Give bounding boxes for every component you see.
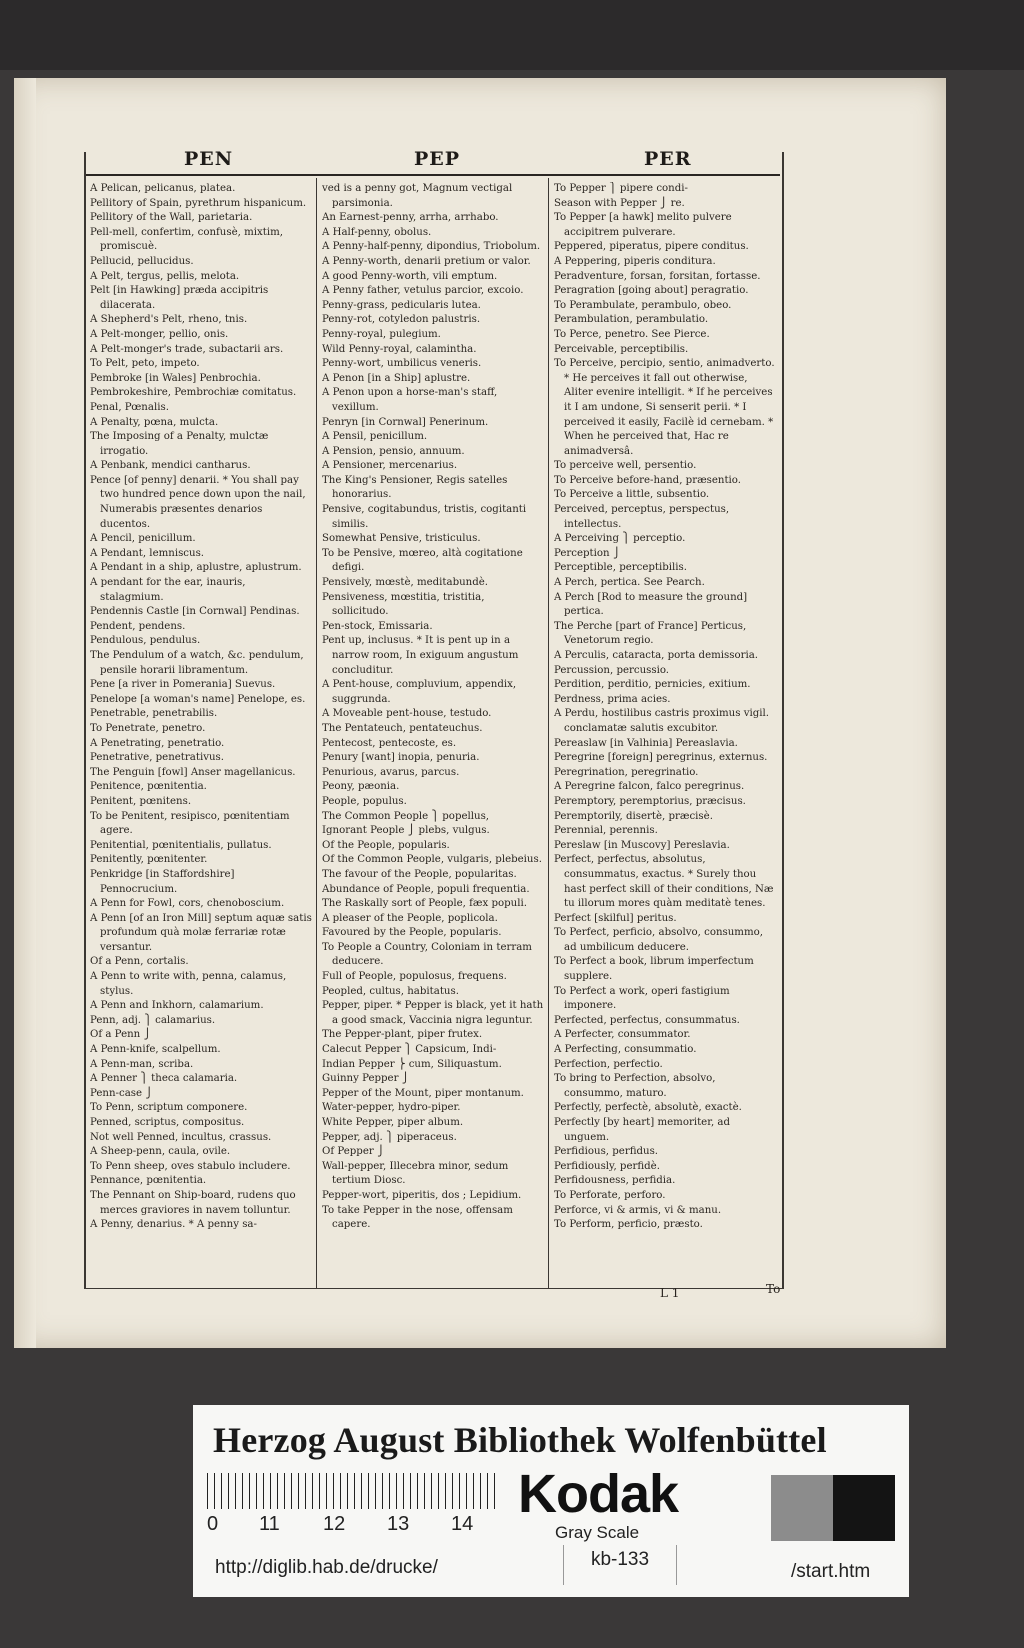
- book-page: [14, 78, 946, 1348]
- dictionary-entry: A Peppering, piperis conditura.: [554, 255, 716, 267]
- dictionary-entry: Peremptorily, disertè, præcisè.: [554, 810, 713, 822]
- dictionary-entry: A Penny-half-penny, dipondius, Triobolum.: [322, 241, 541, 253]
- dictionary-entry: Penetrative, penetrativus.: [90, 752, 224, 764]
- dictionary-entry: Pellucid, pellucidus.: [90, 255, 194, 267]
- dictionary-entry: To Penn, scriptum componere.: [90, 1102, 248, 1114]
- dictionary-entry: Perceivable, perceptibilis.: [554, 343, 689, 355]
- dictionary-entry: The Imposing of a Penalty, mulctæ irrogatio.: [90, 431, 269, 457]
- dictionary-entry: A Shepherd's Pelt, rheno, tnis.: [90, 314, 248, 326]
- dictionary-entry: Pell-mell, confertim, confusè, mixtim, promiscuè.: [90, 226, 284, 253]
- dictionary-entry: Season with Pepper ⎭ re.: [554, 197, 685, 209]
- dictionary-entry: To Pepper [a hawk] melito pulvere accipitrem pulverare.: [554, 212, 732, 238]
- dictionary-entry: To Perceive, percipio, sentio, animadverto. * He perceives it fall out otherwise, Aliter evenire intelligit. * If he perceives it I am undone, Si senserit perii. * I perceived it easily, Facilè id cernebam. * When he perceived that, Hac re animadversâ.: [554, 358, 775, 457]
- dictionary-entry: Pembrokeshire, Pembrochiæ comitatus.: [90, 387, 297, 399]
- ruler-number: 11: [259, 1513, 280, 1535]
- dictionary-entry: A pendant for the ear, inauris, stalagmium.: [90, 577, 246, 603]
- column-middle: [322, 182, 544, 1282]
- header-left: PEN: [184, 148, 234, 170]
- dictionary-entry: Pent up, inclusus. * It is pent up in a narrow room, In exiguum angustum concluditur.: [322, 635, 519, 676]
- dictionary-entry: Pensively, mœstè, meditabundè.: [322, 577, 489, 589]
- catchword: To: [766, 1282, 781, 1296]
- dictionary-entry: Penitential, pœnitentialis, pullatus.: [90, 839, 272, 851]
- dictionary-entry: To Penetrate, penetro.: [90, 722, 206, 734]
- dictionary-entry: Somewhat Pensive, tristiculus.: [322, 533, 481, 545]
- dictionary-entry: To Perceive a little, subsentio.: [554, 489, 710, 501]
- dictionary-entry: Penury [want] inopia, penuria.: [322, 752, 480, 764]
- dictionary-entry: Peony, pæonia.: [322, 781, 400, 793]
- dictionary-entry: Pepper, adj. ⎫ piperaceus.: [322, 1131, 457, 1143]
- dictionary-entry: To Perforate, perforo.: [554, 1189, 666, 1201]
- dictionary-entry: The Perche [part of France] Perticus, Venetorum regio.: [554, 620, 747, 647]
- dictionary-entry: Penitently, pœnitenter.: [90, 854, 208, 866]
- dictionary-entry: A Pelt, tergus, pellis, melota.: [90, 270, 240, 282]
- dictionary-entry: Pellitory of the Wall, parietaria.: [90, 212, 253, 224]
- dictionary-entry: To Perfect a work, operi fastigium imponere.: [554, 985, 730, 1012]
- dictionary-entry: Penitence, pœnitentia.: [90, 781, 207, 793]
- dictionary-entry: Pelt [in Hawking] præda accipitris dilacerata.: [90, 285, 269, 311]
- dictionary-entry: A Peregrine falcon, falco peregrinus.: [554, 781, 745, 793]
- dictionary-entry: A Pelt-monger, pellio, onis.: [90, 328, 229, 340]
- dictionary-entry: Abundance of People, populi frequentia.: [322, 883, 530, 895]
- dictionary-entry: Pepper-wort, piperitis, dos ; Lepidium.: [322, 1189, 522, 1201]
- card-code: kb-133: [563, 1545, 677, 1585]
- dictionary-entry: A Pendant in a ship, aplustre, aplustrum.: [90, 562, 302, 574]
- dictionary-entry: Pentecost, pentecoste, es.: [322, 737, 457, 749]
- dictionary-entry: Pennance, pœnitentia.: [90, 1175, 207, 1187]
- dictionary-entry: Perdition, perditio, pernicies, exitium.: [554, 679, 751, 691]
- dictionary-entry: Perfectly [by heart] memoriter, ad unguem.: [554, 1117, 731, 1143]
- dictionary-entry: Peregrination, peregrinatio.: [554, 766, 699, 778]
- dictionary-entry: Of the People, popularis.: [322, 839, 450, 851]
- ruler-number: 14: [451, 1513, 474, 1535]
- dictionary-entry: Pensive, cogitabundus, tristis, cogitanti similis.: [322, 504, 527, 530]
- dictionary-entry: A Penn for Fowl, cors, chenoboscium.: [90, 898, 285, 910]
- dictionary-entry: A Penn [of an Iron Mill] septum aquæ satis profundum quà molæ ferrariæ rotæ versantur.: [90, 912, 312, 953]
- dictionary-entry: Perfection, perfectio.: [554, 1058, 663, 1070]
- dictionary-entry: Peremptory, peremptorius, præcisus.: [554, 795, 746, 807]
- dictionary-entry: Penny-rot, cotyledon palustris.: [322, 314, 481, 326]
- dictionary-entry: Penny-royal, pulegium.: [322, 328, 441, 340]
- dictionary-entry: Penkridge [in Staffordshire] Pennocrucium.: [90, 868, 235, 895]
- dictionary-entry: Pereslaw [in Muscovy] Pereslavia.: [554, 839, 730, 851]
- dictionary-entry: A Perch, pertica. See Pearch.: [554, 577, 705, 589]
- dictionary-entry: Pellitory of Spain, pyrethrum hispanicum.: [90, 197, 307, 209]
- dictionary-entry: Full of People, populosus, frequens.: [322, 971, 507, 983]
- dictionary-entry: A Penn-knife, scalpellum.: [90, 1044, 221, 1056]
- scale-ruler: [207, 1473, 497, 1509]
- dictionary-entry: Penal, Pœnalis.: [90, 401, 169, 413]
- dictionary-entry: The King's Pensioner, Regis satelles honorarius.: [322, 474, 508, 501]
- dictionary-entry: Indian Pepper ⎬ cum, Siliquastum.: [322, 1058, 502, 1070]
- kodak-logo: Kodak: [518, 1464, 679, 1524]
- dictionary-entry: A Penon upon a horse-man's staff, vexillum.: [322, 387, 498, 413]
- dictionary-entry: Of the Common People, vulgaris, plebeius.: [322, 854, 542, 866]
- dictionary-entry: Wall-pepper, Illecebra minor, sedum tertium Diosc.: [322, 1160, 509, 1187]
- dictionary-entry: Perfidousness, perfidia.: [554, 1175, 676, 1187]
- library-color-card: [193, 1405, 909, 1597]
- dictionary-entry: Perfected, perfectus, consummatus.: [554, 1014, 740, 1026]
- dictionary-entry: Penitent, pœnitens.: [90, 795, 192, 807]
- dictionary-entry: To be Pensive, mœreo, altà cogitatione defigi.: [322, 547, 523, 574]
- dictionary-entry: A Penn and Inkhorn, calamarium.: [90, 1000, 264, 1012]
- dictionary-entry: A pleaser of the People, poplicola.: [322, 912, 498, 924]
- header-right: PER: [644, 148, 692, 170]
- dictionary-entry: Pepper, piper. * Pepper is black, yet it hath a good smack, Vaccinia nigra leguntur.: [322, 1000, 544, 1026]
- dictionary-entry: A Pensil, penicillum.: [322, 431, 428, 443]
- dictionary-entry: To Perfect, perficio, absolvo, consummo, ad umbilicum deducere.: [554, 927, 763, 953]
- dictionary-entry: To People a Country, Coloniam in terram deducere.: [322, 941, 532, 968]
- dictionary-entry: The Common People ⎫ popellus,: [322, 810, 490, 822]
- dictionary-entry: Penelope [a woman's name] Penelope, es.: [90, 693, 306, 705]
- column-left: [90, 182, 312, 1282]
- dictionary-entry: To Pelt, peto, impeto.: [90, 358, 200, 370]
- dictionary-entry: Peragration [going about] peragratio.: [554, 285, 749, 297]
- dictionary-entry: Peopled, cultus, habitatus.: [322, 985, 459, 997]
- scan-background: [0, 0, 1024, 70]
- dictionary-entry: Pendennis Castle [in Cornwal] Pendinas.: [90, 606, 300, 618]
- dictionary-entry: A Penny-worth, denarii pretium or valor.: [322, 255, 531, 267]
- dictionary-entry: A Pendant, lemniscus.: [90, 547, 205, 559]
- dictionary-entry: Perdness, prima acies.: [554, 693, 671, 705]
- dictionary-entry: A Moveable pent-house, testudo.: [322, 708, 492, 720]
- dictionary-entry: A Perdu, hostilibus castris proximus vigil. conclamatæ salutis excubitor.: [554, 708, 769, 734]
- dictionary-entry: Perfidious, perfidus.: [554, 1146, 659, 1158]
- dictionary-entry: Perfect [skilful] peritus.: [554, 912, 677, 924]
- dictionary-entry: Calecut Pepper ⎫ Capsicum, Indi-: [322, 1044, 497, 1056]
- dictionary-entry: Perfect, perfectus, absolutus, consummatus, exactus. * Surely thou hast perfect skill of their conditions, Næ tu illorum mores quàm meditatè tenes.: [554, 854, 774, 910]
- ruler-number: 13: [387, 1513, 410, 1535]
- dictionary-entry: The Pendulum of a watch, &c. pendulum, pensile horarii libramentum.: [90, 650, 304, 676]
- dictionary-entry: Penryn [in Cornwal] Penerinum.: [322, 416, 489, 428]
- dictionary-entry: To bring to Perfection, absolvo, consummo, maturo.: [554, 1073, 716, 1099]
- dictionary-entry: A Half-penny, obolus.: [322, 226, 432, 238]
- dictionary-entry: To take Pepper in the nose, offensam capere.: [322, 1204, 513, 1231]
- dictionary-entry: The Penguin [fowl] Anser magellanicus.: [90, 766, 296, 778]
- dictionary-entry: Peppered, piperatus, pipere conditus.: [554, 241, 749, 253]
- dictionary-entry: A good Penny-worth, vili emptum.: [322, 270, 498, 282]
- dictionary-entry: Penurious, avarus, parcus.: [322, 766, 460, 778]
- dictionary-entry: A Pelican, pelicanus, platea.: [90, 183, 236, 194]
- dictionary-entry: Pence [of penny] denarii. * You shall pay two hundred pence down upon the nail, Numerabis præsentes denarios ducentos.: [90, 474, 306, 530]
- dictionary-entry: A Pelt-monger's trade, subactarii ars.: [90, 343, 284, 355]
- dictionary-entry: Pembroke [in Wales] Penbrochia.: [90, 372, 261, 384]
- dictionary-entry: Percussion, percussio.: [554, 664, 670, 676]
- dictionary-entry: Perennial, perennis.: [554, 825, 658, 837]
- dictionary-entry: To Perce, penetro. See Pierce.: [554, 328, 710, 340]
- dictionary-entry: To Perfect a book, librum imperfectum supplere.: [554, 956, 754, 983]
- dictionary-entry: Penetrable, penetrabilis.: [90, 708, 218, 720]
- dictionary-entry: To Perambulate, perambulo, obeo.: [554, 299, 732, 311]
- dictionary-entry: To perceive well, persentio.: [554, 460, 697, 472]
- dictionary-entry: A Penny, denarius. * A penny sa-: [90, 1219, 257, 1231]
- dictionary-entry: Penn, adj. ⎫ calamarius.: [90, 1014, 216, 1026]
- dictionary-entry: A Penalty, pœna, mulcta.: [90, 416, 219, 428]
- column-right: [554, 182, 776, 1282]
- dictionary-entry: Penny-grass, pedicularis lutea.: [322, 299, 481, 311]
- dictionary-entry: Wild Penny-royal, calamintha.: [322, 343, 477, 355]
- dictionary-entry: A Perfecting, consummatio.: [554, 1044, 697, 1056]
- dictionary-entry: The favour of the People, popularitas.: [322, 868, 517, 880]
- dictionary-entry: Of a Penn ⎭: [90, 1029, 152, 1041]
- dictionary-entry: A Penetrating, penetratio.: [90, 737, 225, 749]
- dictionary-entry: A Penn to write with, penna, calamus, stylus.: [90, 971, 287, 997]
- card-url: http://diglib.hab.de/drucke/: [215, 1557, 438, 1578]
- dictionary-entry: Penned, scriptus, compositus.: [90, 1117, 245, 1128]
- card-title: Herzog August Bibliothek Wolfenbüttel: [213, 1420, 827, 1460]
- dictionary-entry: Favoured by the People, popularis.: [322, 927, 502, 939]
- ruler-number: 0: [207, 1513, 219, 1535]
- dictionary-entry: Perfectly, perfectè, absolutè, exactè.: [554, 1102, 742, 1114]
- dictionary-entry: To Perceive before-hand, præsentio.: [554, 474, 742, 486]
- dictionary-entry: Pen-stock, Emissaria.: [322, 620, 433, 632]
- dictionary-entry: Pendulous, pendulus.: [90, 635, 201, 647]
- dictionary-entry: Pereaslaw [in Valhinia] Pereaslavia.: [554, 737, 738, 749]
- dictionary-entry: The Pennant on Ship-board, rudens quo merces graviores in navem tolluntur.: [90, 1189, 296, 1216]
- card-suffix: /start.htm: [791, 1561, 871, 1582]
- dictionary-entry: Penny-wort, umbilicus veneris.: [322, 358, 482, 370]
- dictionary-entry: Water-pepper, hydro-piper.: [322, 1102, 461, 1114]
- dictionary-entry: To Pepper ⎫ pipere condi-: [554, 183, 688, 194]
- dictionary-entry: A Penny father, vetulus parcior, excoio.: [322, 285, 524, 297]
- dictionary-entry: People, populus.: [322, 795, 407, 807]
- dictionary-entry: Perambulation, perambulatio.: [554, 314, 709, 326]
- dictionary-entry: A Pensioner, mercenarius.: [322, 460, 458, 472]
- dictionary-entry: A Penner ⎫ theca calamaria.: [90, 1073, 238, 1085]
- dictionary-entry: Penn-case ⎭: [90, 1087, 153, 1099]
- dictionary-entry: A Pent-house, compluvium, appendix, suggrunda.: [322, 679, 517, 705]
- dictionary-entry: To Perform, perficio, præsto.: [554, 1219, 703, 1231]
- dictionary-entry: Pepper of the Mount, piper montanum.: [322, 1087, 524, 1099]
- column-divider: [548, 178, 549, 1288]
- dictionary-entry: Perforce, vi & armis, vi & manu.: [554, 1204, 722, 1216]
- dictionary-entry: Guinny Pepper ⎭: [322, 1073, 410, 1085]
- dictionary-entry: Not well Penned, incultus, crassus.: [90, 1131, 272, 1143]
- dictionary-entry: A Perch [Rod to measure the ground] pertica.: [554, 591, 748, 618]
- dictionary-entry: The Pepper-plant, piper frutex.: [322, 1029, 483, 1041]
- dictionary-entry: ved is a penny got, Magnum vectigal parsimonia.: [322, 183, 513, 209]
- black-patch: [833, 1475, 895, 1541]
- header-middle: PEP: [414, 148, 461, 170]
- dictionary-entry: White Pepper, piper album.: [322, 1117, 464, 1128]
- page-binding-edge: [14, 78, 36, 1348]
- dictionary-entry: A Penn-man, scriba.: [90, 1058, 194, 1070]
- signature-mark: L 1: [660, 1286, 680, 1300]
- dictionary-entry: Perceptible, perceptibilis.: [554, 562, 687, 574]
- dictionary-entry: A Pension, pensio, annuum.: [322, 445, 465, 457]
- dictionary-entry: The Raskally sort of People, fæx populi.: [322, 898, 527, 910]
- dictionary-entry: The Pentateuch, pentateuchus.: [322, 722, 483, 734]
- dictionary-entry: A Perceiving ⎫ perceptio.: [554, 533, 686, 545]
- dictionary-entry: A Perfecter, consummator.: [554, 1029, 691, 1041]
- dictionary-entry: A Perculis, cataracta, porta demissoria.: [554, 650, 759, 661]
- dictionary-entry: Perfidiously, perfidè.: [554, 1160, 660, 1172]
- dictionary-entry: A Penon [in a Ship] aplustre.: [322, 372, 471, 384]
- dictionary-entry: Peregrine [foreign] peregrinus, externus.: [554, 752, 768, 764]
- ruler-number: 12: [323, 1513, 346, 1535]
- gray-patch: [771, 1475, 833, 1541]
- dictionary-entry: Pendent, pendens.: [90, 620, 186, 632]
- dictionary-entry: To be Penitent, resipisco, pœnitentiam agere.: [90, 810, 290, 837]
- dictionary-entry: Of a Penn, cortalis.: [90, 956, 189, 968]
- dictionary-entry: Perception ⎭: [554, 547, 621, 559]
- dictionary-entry: An Earnest-penny, arrha, arrhabo.: [322, 212, 499, 224]
- dictionary-entry: Perceived, perceptus, perspectus, intellectus.: [554, 504, 730, 530]
- dictionary-entry: To Penn sheep, oves stabulo includere.: [90, 1160, 291, 1172]
- grayscale-label: Gray Scale: [555, 1523, 640, 1542]
- dictionary-entry: Peradventure, forsan, forsitan, fortasse.: [554, 270, 761, 282]
- column-divider: [316, 178, 317, 1288]
- dictionary-entry: A Pencil, penicillum.: [90, 533, 196, 545]
- dictionary-entry: A Penbank, mendici cantharus.: [90, 460, 251, 472]
- dictionary-entry: Ignorant People ⎭ plebs, vulgus.: [322, 825, 490, 837]
- dictionary-entry: Of Pepper ⎭: [322, 1146, 385, 1158]
- dictionary-entry: Pene [a river in Pomerania] Suevus.: [90, 679, 276, 691]
- dictionary-entry: A Sheep-penn, caula, ovile.: [90, 1146, 231, 1158]
- dictionary-entry: Pensiveness, mœstitia, tristitia, sollicitudo.: [322, 591, 485, 618]
